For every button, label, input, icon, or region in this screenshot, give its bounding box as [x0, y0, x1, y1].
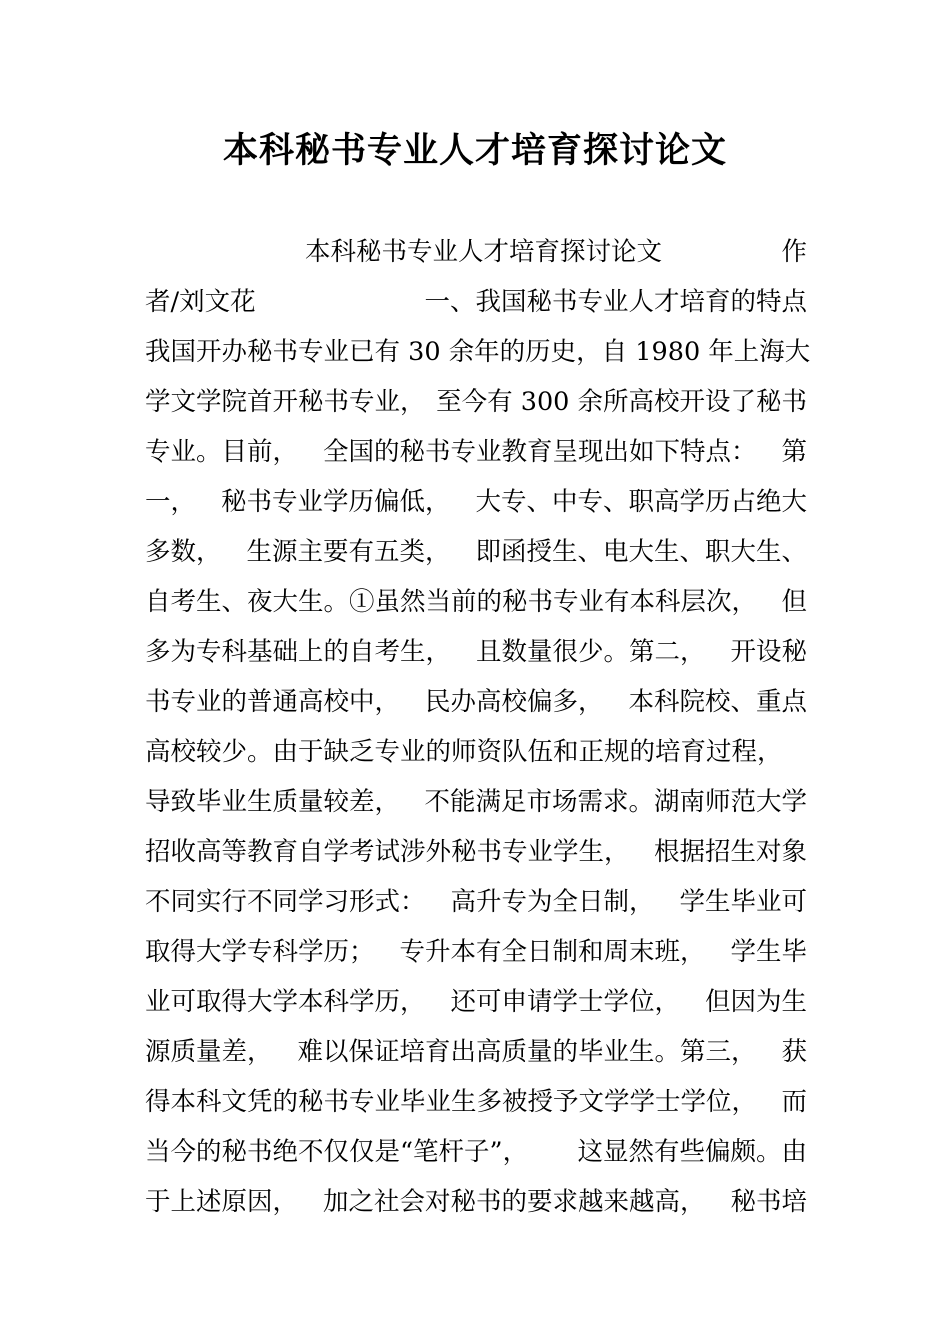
- text-segment: 但: [781, 587, 807, 617]
- text-line: [145, 627, 807, 677]
- text-line: [145, 727, 807, 777]
- text-segment: 根据招生对象: [653, 837, 807, 867]
- text-segment: 而: [781, 1087, 807, 1117]
- text-line: [145, 827, 807, 877]
- text-segment: 专业。目前，: [145, 437, 299, 467]
- text-line: [145, 577, 807, 627]
- text-segment: 业可取得大学本科学历，: [145, 987, 426, 1017]
- text-segment: 高升专为全日制，: [450, 887, 655, 917]
- document-body: [145, 227, 811, 1227]
- text-segment: 大专、中专、职高学历占绝大: [475, 487, 807, 517]
- text-line: [145, 477, 807, 527]
- text-line: [145, 227, 807, 277]
- text-segment: 高校较少。由于缺乏专业的师资队伍和正规的培育过程，: [145, 737, 783, 767]
- text-segment: 学生毕: [730, 937, 807, 967]
- text-segment: 开设秘: [730, 637, 807, 667]
- text-segment: 加之社会对秘书的要求越来越高，: [322, 1187, 706, 1217]
- text-line: [145, 427, 807, 477]
- text-segment: 一，: [145, 487, 197, 517]
- text-segment: 还可申请学士学位，: [450, 987, 680, 1017]
- text-segment: 民办高校偏多，: [424, 687, 604, 717]
- text-segment: 我国开办秘书专业已有 30 余年的历史，自 1980 年上海大: [145, 337, 811, 367]
- text-segment: 即函授生、电大生、职大生、: [475, 537, 807, 567]
- text-segment: 于上述原因，: [145, 1187, 299, 1217]
- text-segment: 秘书专业学历偏低，: [220, 487, 451, 517]
- text-line: [145, 877, 807, 927]
- text-line: [145, 677, 807, 727]
- text-segment: 者/刘文花: [145, 287, 256, 317]
- text-segment: 导致毕业生质量较差，: [145, 787, 401, 817]
- text-segment: 学生毕业可: [679, 887, 807, 917]
- text-segment: 本科院校、重点: [628, 687, 807, 717]
- text-segment: 专升本有全日制和周末班，: [399, 937, 706, 967]
- text-segment: 不同实行不同学习形式：: [145, 887, 426, 917]
- text-line: [145, 1027, 807, 1077]
- text-segment: 多为专科基础上的自考生，: [145, 637, 452, 667]
- text-segment: 难以保证培育出高质量的毕业生。第三，: [297, 1037, 757, 1067]
- text-segment: 第: [781, 437, 807, 467]
- text-line: [145, 977, 807, 1027]
- text-segment: 但因为生: [704, 987, 807, 1017]
- text-line: [145, 1077, 807, 1127]
- text-segment: 源质量差，: [145, 1037, 273, 1067]
- text-segment: 多数，: [145, 537, 222, 567]
- text-line: [145, 777, 807, 827]
- text-segment: 得本科文凭的秘书专业毕业生多被授予文学学士学位，: [145, 1087, 758, 1117]
- text-line: [145, 277, 807, 327]
- text-segment: 当今的秘书绝不仅仅是“笔杆子”，: [145, 1137, 529, 1167]
- text-segment: 招收高等教育自学考试涉外秘书专业学生，: [145, 837, 630, 867]
- text-line: [145, 377, 807, 427]
- text-segment: 本科秘书专业人才培育探讨论文: [305, 237, 663, 267]
- text-segment: 秘书培: [730, 1187, 807, 1217]
- text-segment: 不能满足市场需求。湖南师范大学: [424, 787, 807, 817]
- text-segment: 自考生、夜大生。①虽然当前的秘书专业有本科层次，: [145, 587, 758, 617]
- text-segment: 生源主要有五类，: [246, 537, 451, 567]
- document-title: 本科秘书专业人才培育探讨论文: [222, 131, 727, 171]
- text-segment: 取得大学专科学历；: [145, 937, 375, 967]
- text-segment: 书专业的普通高校中，: [145, 687, 401, 717]
- text-segment: 全国的秘书专业教育呈现出如下特点：: [322, 437, 757, 467]
- text-segment: 获: [781, 1037, 807, 1067]
- text-line: [145, 1127, 807, 1177]
- text-segment: 学文学院首开秘书专业，: [145, 387, 426, 417]
- text-segment: 作: [781, 237, 807, 267]
- text-segment: 至今有 300 余所高校开设了秘书: [436, 387, 807, 417]
- text-segment: 一、我国秘书专业人才培育的特点: [424, 287, 807, 317]
- text-segment: 且数量很少。第二，: [475, 637, 706, 667]
- text-segment: 这显然有些偏颇。由: [577, 1137, 807, 1167]
- text-line: [145, 927, 807, 977]
- text-line: [145, 327, 811, 377]
- text-line: [145, 1177, 807, 1227]
- text-line: [145, 527, 807, 577]
